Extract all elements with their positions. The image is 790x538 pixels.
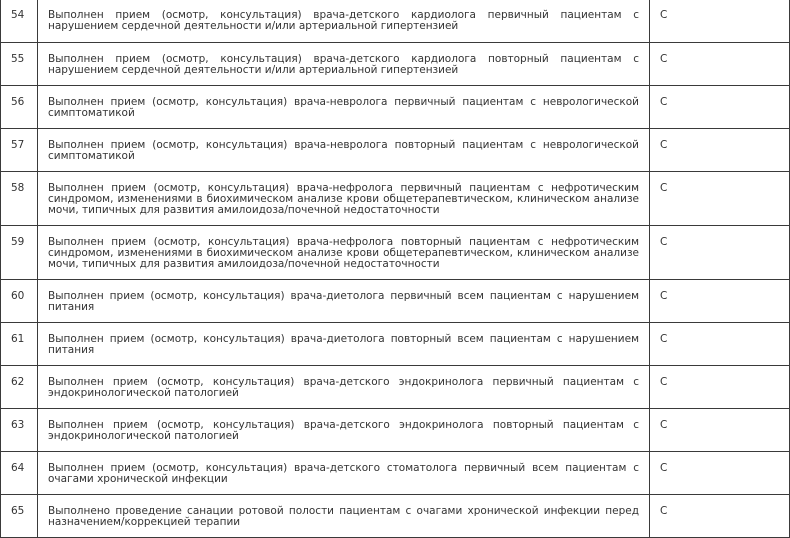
criterion-text: Выполнен прием (осмотр, консультация) врача-детского эндокринолога повторный пациентам с эндокринологической патологией: [48, 419, 639, 442]
table-row: [1, 452, 790, 495]
evidence-level: С: [660, 53, 668, 65]
table-row: [1, 280, 790, 323]
evidence-level: С: [660, 333, 668, 345]
criterion-text: Выполнено проведение санации ротовой полости пациентам с очагами хронической инфекции перед назначением/коррекцией терапии: [48, 505, 639, 528]
criterion-text: Выполнен прием (осмотр, консультация) врача-детского кардиолога первичный пациентам с нарушением сердечной деятельности и/или артериальной гипертензией: [48, 9, 639, 32]
row-number: 57: [11, 139, 25, 151]
table-row: [1, 323, 790, 366]
evidence-level: С: [660, 236, 668, 248]
evidence-level-cell: [650, 280, 790, 323]
evidence-level-cell: [650, 495, 790, 538]
evidence-level: С: [660, 419, 668, 431]
row-number-cell: [1, 323, 38, 366]
criterion-text: Выполнен прием (осмотр, консультация) врача-диетолога повторный всем пациентам с нарушением питания: [48, 333, 639, 356]
row-number: 59: [11, 236, 25, 248]
evidence-level-cell: [650, 86, 790, 129]
evidence-level: С: [660, 505, 668, 517]
row-number-cell: [1, 129, 38, 172]
row-number: 62: [11, 376, 25, 388]
table-row: [1, 172, 790, 226]
evidence-level: С: [660, 182, 668, 194]
evidence-level-cell: [650, 172, 790, 226]
row-number: 60: [11, 290, 25, 302]
evidence-level: С: [660, 376, 668, 388]
row-number-cell: [1, 280, 38, 323]
evidence-level: С: [660, 462, 668, 474]
evidence-level-cell: [650, 129, 790, 172]
criterion-text: Выполнен прием (осмотр, консультация) врача-детского кардиолога повторный пациентам с нарушением сердечной деятельности и/или артериальной гипертензией: [48, 53, 639, 76]
table-row: [1, 409, 790, 452]
row-number: 58: [11, 182, 25, 194]
table-row: [1, 43, 790, 86]
criterion-text-cell: [38, 495, 650, 538]
row-number-cell: [1, 452, 38, 495]
table-row: [1, 495, 790, 538]
row-number-cell: [1, 172, 38, 226]
row-number: 61: [11, 333, 25, 345]
criterion-text-cell: [38, 172, 650, 226]
evidence-level-cell: [650, 452, 790, 495]
criterion-text-cell: [38, 43, 650, 86]
evidence-level: С: [660, 9, 668, 21]
row-number-cell: [1, 0, 38, 43]
criterion-text: Выполнен прием (осмотр, консультация) врача-детского эндокринолога первичный пациентам с эндокринологической патологией: [48, 376, 639, 399]
evidence-level: С: [660, 290, 668, 302]
row-number: 64: [11, 462, 25, 474]
row-number-cell: [1, 226, 38, 280]
row-number: 65: [11, 505, 25, 517]
evidence-level: С: [660, 139, 668, 151]
row-number-cell: [1, 409, 38, 452]
criterion-text-cell: [38, 226, 650, 280]
row-number-cell: [1, 43, 38, 86]
row-number: 56: [11, 96, 25, 108]
row-number-cell: [1, 495, 38, 538]
evidence-level-cell: [650, 366, 790, 409]
criterion-text-cell: [38, 366, 650, 409]
criterion-text-cell: [38, 129, 650, 172]
criterion-text: Выполнен прием (осмотр, консультация) врача-невролога первичный пациентам с неврологической симптоматикой: [48, 96, 639, 119]
row-number: 54: [11, 9, 25, 21]
evidence-level-cell: [650, 226, 790, 280]
criterion-text-cell: [38, 323, 650, 366]
evidence-level-cell: [650, 323, 790, 366]
table-row: [1, 129, 790, 172]
evidence-level: С: [660, 96, 668, 108]
criterion-text-cell: [38, 452, 650, 495]
criterion-text-cell: [38, 0, 650, 43]
criterion-text: Выполнен прием (осмотр, консультация) врача-детского стоматолога первичный всем пациентам с очагами хронической инфекции: [48, 462, 639, 485]
table-row: [1, 86, 790, 129]
row-number-cell: [1, 86, 38, 129]
evidence-level-cell: [650, 43, 790, 86]
table-row: [1, 226, 790, 280]
evidence-level-cell: [650, 409, 790, 452]
criterion-text: Выполнен прием (осмотр, консультация) врача-невролога повторный пациентам с неврологической симптоматикой: [48, 139, 639, 162]
criterion-text-cell: [38, 409, 650, 452]
criterion-text: Выполнен прием (осмотр, консультация) врача-нефролога повторный пациентам с нефротическим синдромом, изменениями в биохимическом анализе крови общетерапевтическом, клиническом анализе мочи, типичных для развития амилоидоза/почечной недостаточности: [48, 236, 639, 270]
criterion-text-cell: [38, 86, 650, 129]
table-row: [1, 366, 790, 409]
row-number: 55: [11, 53, 25, 65]
table-row: [1, 0, 790, 43]
criterion-text: Выполнен прием (осмотр, консультация) врача-диетолога первичный всем пациентам с нарушением питания: [48, 290, 639, 313]
row-number: 63: [11, 419, 25, 431]
row-number-cell: [1, 366, 38, 409]
criterion-text: Выполнен прием (осмотр, консультация) врача-нефролога первичный пациентам с нефротическим синдромом, изменениями в биохимическом анализе крови общетерапевтическом, клиническом анализе мочи, типичных для развития амилоидоза/почечной недостаточности: [48, 182, 639, 216]
evidence-level-cell: [650, 0, 790, 43]
criterion-text-cell: [38, 280, 650, 323]
